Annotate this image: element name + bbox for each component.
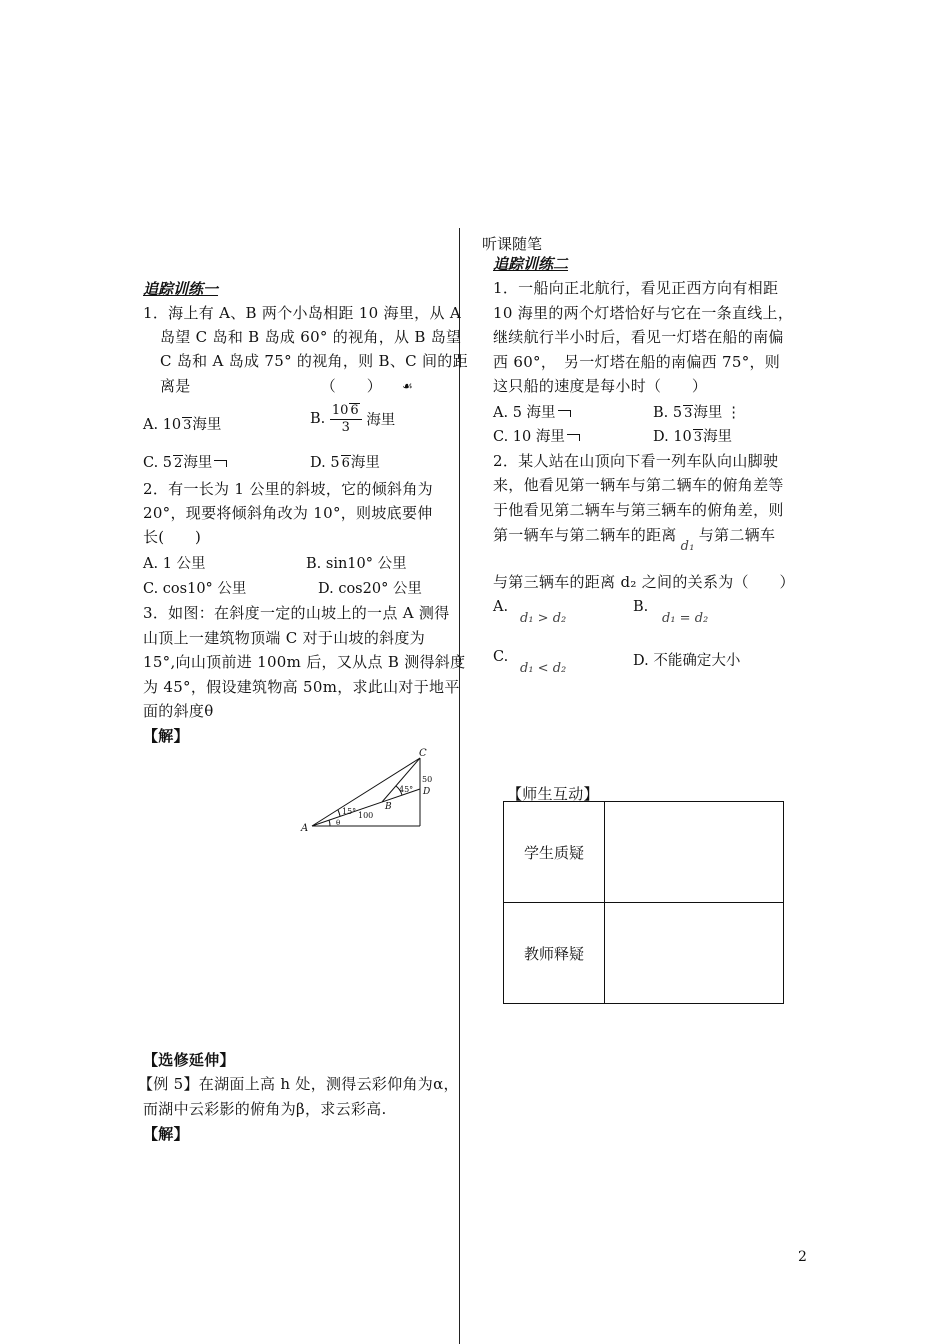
q3-line2: 山顶上一建筑物顶端 C 对于山坡的斜度为: [143, 629, 426, 647]
r-q1-line1: 1．一船向正北航行，看见正西方向有相距: [493, 279, 779, 297]
r-q2-option-b-math: d₁ = d₂: [662, 611, 709, 626]
label-theta: θ: [336, 819, 341, 827]
r-q1-line5: 这只船的速度是每小时（ ）: [493, 377, 708, 395]
angle-15-arc: [338, 810, 340, 816]
q2-option-a: A. 1 公里: [143, 556, 206, 572]
q3-line3: 15°,向山顶前进 100m 后，又从点 B 测得斜度: [143, 653, 466, 671]
interaction-table: [503, 801, 784, 1004]
interaction-title: 【师生互动】: [507, 785, 599, 803]
q2-line1: 2．有一长为 1 公里的斜坡，它的倾斜角为: [143, 480, 433, 498]
label-50: 50: [422, 775, 433, 784]
r-q1-line4: 西 60°， 另一灯塔在船的南偏西 75°，则: [493, 353, 781, 371]
label-a: A: [301, 823, 309, 834]
r-q2-option-d: D. 不能确定大小: [633, 653, 741, 669]
decorative-mark-icon: ☙: [402, 379, 413, 393]
r-q2-option-a-label: A.: [493, 599, 509, 615]
r-q2-option-b-label: B.: [633, 599, 649, 615]
extension-line1: 【例 5】在湖面上高 h 处，测得云彩仰角为α，: [138, 1075, 459, 1093]
r-q2-option-c-math: d₁ < d₂: [520, 661, 567, 676]
r-q2-line3: 于他看见第二辆车与第三辆车的俯角差，则: [493, 501, 784, 519]
q2-line2: 20°，现要将倾斜角改为 10°，则坡底要伸: [143, 504, 433, 522]
table-row: [504, 903, 784, 1004]
q2-option-d: D. cos20° 公里: [318, 581, 422, 597]
extension-title: 【选修延伸】: [143, 1051, 235, 1069]
q1-line1: 1．海上有 A、B 两个小岛相距 10 海里，从 A: [143, 304, 461, 322]
student-question-label: 学生质疑: [504, 802, 605, 903]
r-q1-option-d: D. 10 3海里: [653, 429, 733, 445]
q2-option-c: C. cos10° 公里: [143, 581, 247, 597]
q1-line4: 离是 （ ）: [160, 377, 383, 395]
r-q1-option-c: C. 10 海里: [493, 425, 580, 446]
teacher-answer-cell[interactable]: [605, 903, 784, 1004]
r-q2-line5: 与第三辆车的距离 d₂ 之间的关系为（ ）: [493, 573, 795, 591]
extension-solve-label: 【解】: [143, 1125, 189, 1143]
section2-title: 追踪训练二: [493, 255, 569, 273]
notes-label: 听课随笔: [482, 235, 543, 253]
q1-option-b: B. $\frac{10 6}{3}$ 海里: [310, 403, 396, 435]
r-q2-line4: 第一辆车与第二辆车的距离d₁与第二辆车: [493, 526, 776, 554]
extension-line2: 而湖中云彩影的俯角为β，求云彩高.: [143, 1100, 387, 1118]
label-100: 100: [358, 811, 374, 820]
label-b: B: [385, 802, 392, 812]
q2-option-b: B. sin10° 公里: [306, 556, 407, 572]
r-q1-option-b: B. 5 3海里 ⋮: [653, 405, 741, 421]
q1-line2: 岛望 C 岛和 B 岛成 60° 的视角，从 B 岛望: [160, 328, 462, 346]
section1-title: 追踪训练一: [143, 280, 219, 298]
q3-line5: 面的斜度θ: [143, 702, 214, 720]
label-d: D: [423, 787, 431, 797]
label-angle-45: 45°: [399, 785, 414, 794]
q1-option-d: D. 5 6海里: [310, 455, 380, 471]
r-q1-option-a: A. 5 海里: [493, 401, 571, 422]
r-q1-line3: 继续航行半小时后，看见一灯塔在船的南偏: [493, 328, 784, 346]
q2-line3: 长( ): [143, 528, 202, 546]
slope-diagram: [296, 744, 442, 836]
r-q2-line2: 来，他看见第一辆车与第二辆车的俯角差等: [493, 476, 784, 494]
q3-line4: 为 45°，假设建筑物高 50m，求此山对于地平: [143, 678, 460, 696]
label-angle-15: 15°: [342, 807, 357, 816]
student-question-cell[interactable]: [605, 802, 784, 903]
q1-option-c: C. 5 2海里: [143, 451, 227, 472]
page-number: 2: [798, 1249, 807, 1265]
q1-line3: C 岛和 A 岛成 75° 的视角，则 B、C 间的距: [160, 352, 468, 370]
r-q2-line1: 2．某人站在山顶向下看一列车队向山脚驶: [493, 452, 779, 470]
q1-option-a: A. 10 3海里: [143, 417, 222, 433]
r-q1-line2: 10 海里的两个灯塔恰好与它在一条直线上，: [493, 304, 794, 322]
angle-theta-arc: [329, 820, 330, 826]
slope-line-ad: [312, 789, 420, 826]
q3-line1: 3．如图：在斜度一定的山坡上的一点 A 测得: [143, 604, 450, 622]
r-q2-option-a-math: d₁ > d₂: [520, 611, 567, 626]
column-divider: [459, 228, 460, 1344]
q3-solve-label: 【解】: [143, 727, 189, 745]
r-q2-option-c-label: C.: [493, 649, 509, 665]
table-row: [504, 802, 784, 903]
teacher-answer-label: 教师释疑: [504, 903, 605, 1004]
label-c: C: [419, 748, 427, 759]
